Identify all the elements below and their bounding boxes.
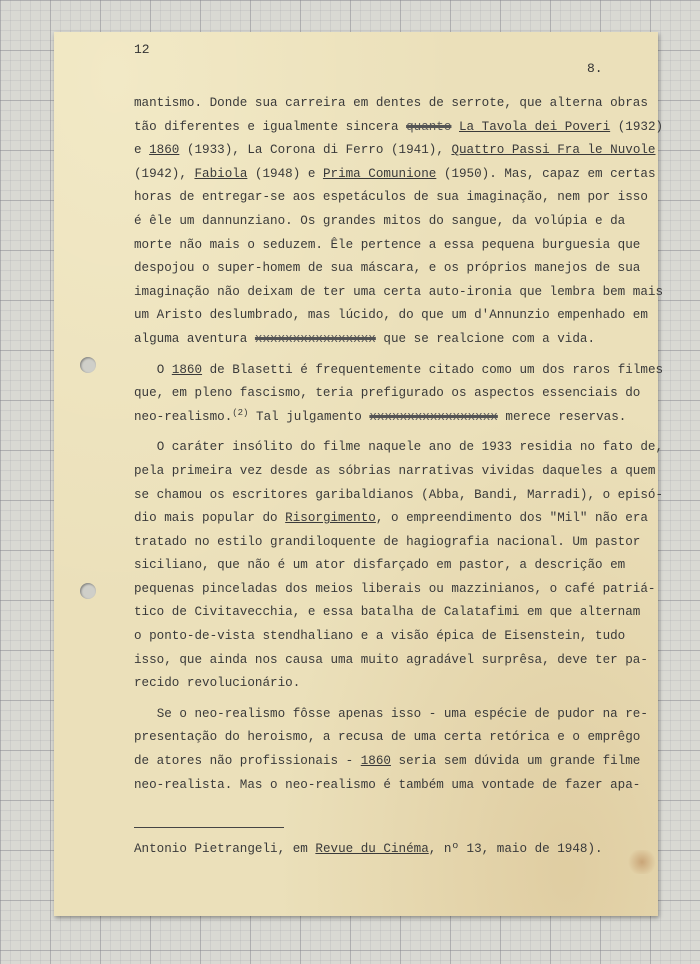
film-title: Fabiola <box>194 166 248 181</box>
footnote: Antonio Pietrangeli, em Revue du Cinéma, nº 13, maio de 1948). <box>134 842 603 856</box>
text-line: alguma aventura xxxxxxxxxxxxxxxx que se realcione com a vida. <box>134 331 596 346</box>
text-line: isso, que ainda nos causa uma muito agradável surprêsa, deve ter pa- <box>134 652 648 667</box>
footnote-ref: (2) <box>232 407 249 418</box>
text-line: se chamou os escritores garibaldianos (Abba, Bandi, Marradi), o episó- <box>134 487 664 502</box>
film-title: La Tavola dei Poveri <box>459 119 611 134</box>
typewritten-page <box>54 32 664 916</box>
text-line: neo-realismo.$^{(2)}$ Tal julgamento xxxxxxxxxxxxxxxxx merece reservas. <box>134 407 627 424</box>
text-line: O caráter insólito do filme naquele ano de 1933 residia no fato de, <box>156 440 664 455</box>
text-line: de atores não profissionais - 1860 seria sem dúvida um grande filme <box>134 754 641 769</box>
text-line: um Aristo deslumbrado, mas lúcido, do que um d'Annunzio empenhado em <box>134 308 648 323</box>
film-title: Quattro Passi Fra le Nuvole <box>451 143 656 158</box>
text-line: pela primeira vez desde as sóbrias narrativas vividas daqueles a quem <box>134 463 656 478</box>
text-line: mantismo. Donde sua carreira em dentes de serrote, que alterna obras <box>134 96 648 110</box>
text-line: pequenas pinceladas dos meios liberais ou mazzinianos, o café patriá- <box>134 581 656 596</box>
text-line: tico de Civitavecchia, e essa batalha de Calatafimi em que alternam <box>134 605 641 620</box>
struck-text: xxxxxxxxxxxxxxxx <box>254 331 376 346</box>
text-line: morte não mais o seduzem. Êle pertence a essa pequena burguesia que <box>134 237 641 252</box>
body-text <box>134 92 664 797</box>
text-line: tão diferentes e igualmente sincera quanto La Tavola dei Poveri (1932) <box>134 119 664 134</box>
text-line: tratado no estilo grandiloquente de hagiografia nacional. Um pastor <box>134 534 641 549</box>
struck-text: xxxxxxxxxxxxxxxxx <box>369 409 498 424</box>
text-line: presentação do heroismo, a recusa de uma certa retórica e o emprêgo <box>134 730 641 745</box>
text-line: horas de entregar-se aos espetáculos de sua imaginação, nem por isso <box>134 190 648 205</box>
film-title: Prima Comunione <box>322 166 437 181</box>
text-line: dio mais popular do Risorgimento, o empreendimento dos "Mil" não era <box>134 511 648 526</box>
page-number: 8. <box>587 61 603 76</box>
text-line: despojou o super-homem de sua máscara, e os próprios manejos de sua <box>134 261 641 276</box>
film-title: 1860 <box>149 143 180 158</box>
term-underlined: Risorgimento <box>285 511 376 526</box>
punch-hole-bottom <box>80 583 96 599</box>
text-line: Se o neo-realismo fôsse apenas isso - uma espécie de pudor na re- <box>156 706 648 721</box>
text-line: O 1860 de Blasetti é frequentemente citado como um dos raros filmes <box>156 362 664 377</box>
text-line: neo-realista. Mas o neo-realismo é também uma vontade de fazer apa- <box>134 777 641 792</box>
text-line: imaginação não deixam de ter uma certa auto-ironia que lembra bem mais <box>134 284 664 299</box>
text-line: e 1860 (1933), La Corona di Ferro (1941), Quattro Passi Fra le Nuvole <box>134 143 656 158</box>
text-line: siciliano, que não é um ator disfarçado em pastor, a descrição em <box>134 558 626 573</box>
film-title: 1860 <box>171 362 203 377</box>
journal-title: Revue du Cinéma <box>315 842 429 856</box>
text-line: é êle um dannunziano. Os grandes mitos do sangue, da volúpia e da <box>134 213 626 228</box>
footnote-rule <box>134 827 284 828</box>
punch-hole-top <box>80 357 96 373</box>
text-line: (1942), Fabiola (1948) e Prima Comunione (1950). Mas, capaz em certas <box>134 166 656 181</box>
corner-number: 12 <box>134 42 150 57</box>
text-line: que, em pleno fascismo, teria prefigurado os aspectos essenciais do <box>134 386 641 401</box>
struck-word: quanto <box>406 119 452 134</box>
text-line: o ponto-de-vista stendhaliano e a visão épica de Eisenstein, tudo <box>134 629 626 644</box>
film-title: 1860 <box>360 754 391 769</box>
text-line: recido revolucionário. <box>134 676 301 691</box>
